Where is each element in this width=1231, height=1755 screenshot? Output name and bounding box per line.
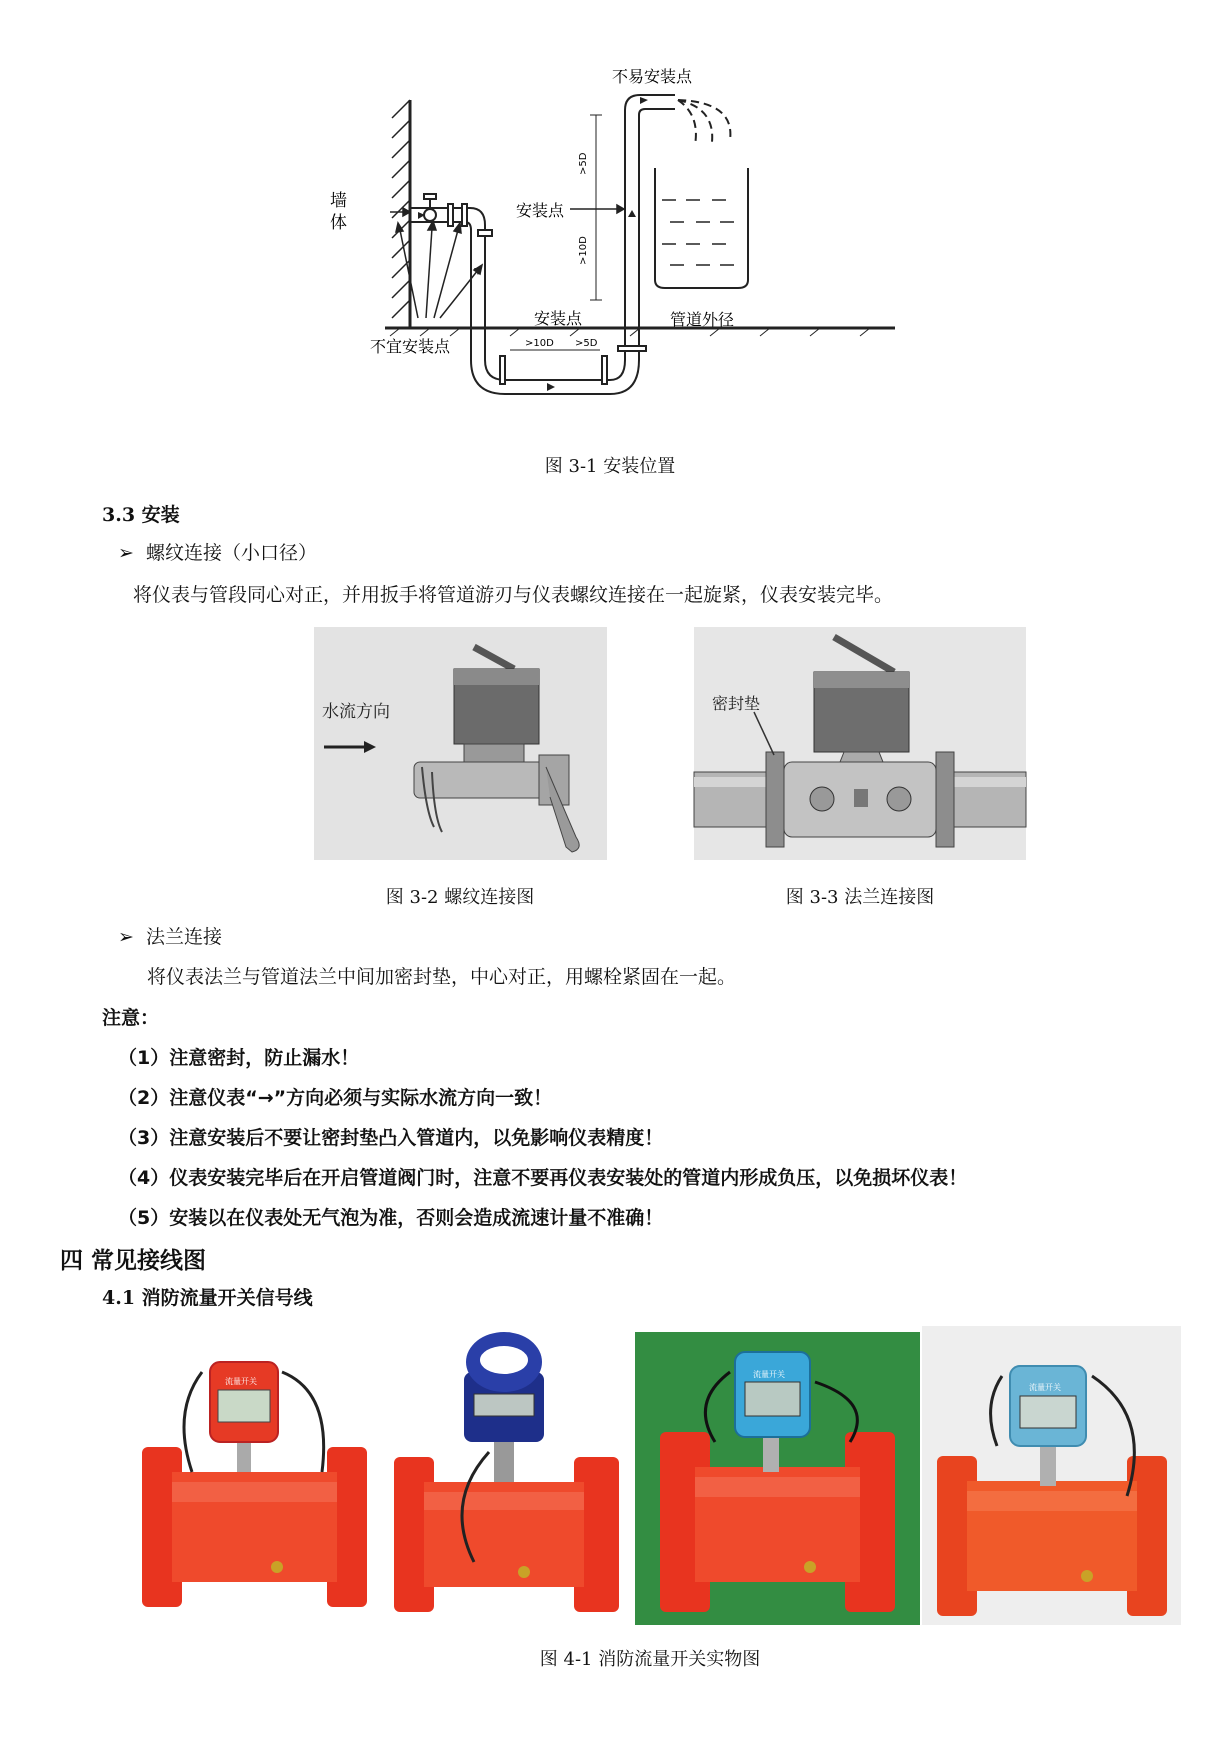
dim-5d-horizontal: >5D: [575, 338, 598, 349]
note-item-4: （4）仪表安装完毕后在开启管道阀门时，注意不要再仪表安装处的管道内形成负压，以免损坏仪表！: [118, 1167, 968, 1189]
dim-10d-vertical: >10D: [578, 236, 589, 265]
label-hard-point: 不易安装点: [612, 67, 693, 86]
flow-switch-photo-3: [635, 1332, 920, 1625]
dim-10d-horizontal: >10D: [525, 338, 554, 349]
water-spray: [678, 100, 730, 145]
figure-3-2-thread-connection: [314, 627, 607, 860]
figure-3-3-flange-connection: [694, 627, 1026, 860]
note-item-1: （1）注意密封，防止漏水！: [118, 1047, 360, 1069]
flow-switch-photo-1: [132, 1332, 377, 1625]
figure-3-1-caption: 图 3-1 安装位置: [544, 456, 676, 477]
label-wall-2: 体: [330, 213, 347, 233]
fig-3-2-flow-direction-label: 水流方向: [322, 702, 390, 722]
device-label-4: 流量开关: [1029, 1383, 1061, 1392]
note-item-3: （3）注意安装后不要让密封垫凸入管道内，以免影响仪表精度！: [118, 1127, 664, 1149]
notes-title: 注意：: [102, 1007, 160, 1029]
device-label-3: 流量开关: [753, 1370, 785, 1379]
note-item-5: （5）安装以在仪表处无气泡为准，否则会造成流速计量不准确！: [118, 1207, 664, 1229]
bullet-arrow-icon: ➢: [118, 926, 146, 948]
label-install-point-lower: 安装点: [534, 309, 583, 328]
figure-3-1-installation-diagram: [330, 60, 900, 440]
fig-3-3-gasket-label: 密封垫: [712, 694, 761, 713]
bullet-thread-connection: ➢ 螺纹连接（小口径）: [118, 542, 318, 564]
water-tank: [655, 168, 748, 288]
flange-connection-text: 将仪表法兰与管道法兰中间加密封垫，中心对正，用螺栓紧固在一起。: [147, 966, 737, 988]
dim-5d-vertical: >5D: [578, 152, 589, 175]
label-unsuitable-point: 不宜安装点: [370, 337, 451, 356]
flange-connection-illustration: [694, 627, 1026, 860]
section-4-heading: 四 常见接线图: [60, 1248, 207, 1274]
figure-4-1-caption: 图 4-1 消防流量开关实物图: [539, 1649, 761, 1670]
label-install-point-upper: 安装点: [516, 201, 565, 220]
note-item-2: （2）注意仪表“→”方向必须与实际水流方向一致！: [118, 1087, 553, 1109]
figure-3-3-caption: 图 3-3 法兰连接图: [785, 887, 935, 908]
section-4-1-heading: 4.1 消防流量开关信号线: [102, 1287, 313, 1309]
thread-connection-text: 将仪表与管段同心对正，并用扳手将管道游刃与仪表螺纹连接在一起旋紧，仪表安装完毕。: [133, 584, 894, 606]
label-pipe-outer-diameter: 管道外径: [670, 310, 735, 329]
thread-connection-illustration: [314, 627, 607, 860]
flow-switch-photo-2: [394, 1332, 634, 1625]
figure-3-2-caption: 图 3-2 螺纹连接图: [385, 887, 535, 908]
figure-4-1-photo-row: [132, 1332, 1181, 1625]
section-3-3-heading: 3.3 安装: [102, 504, 180, 526]
label-wall-1: 墙: [330, 191, 347, 211]
bullet-arrow-icon: ➢: [118, 542, 146, 564]
bullet-flange-connection: ➢ 法兰连接: [118, 926, 223, 948]
device-label-1: 流量开关: [225, 1377, 257, 1386]
flow-switch-photo-4: [922, 1326, 1181, 1625]
